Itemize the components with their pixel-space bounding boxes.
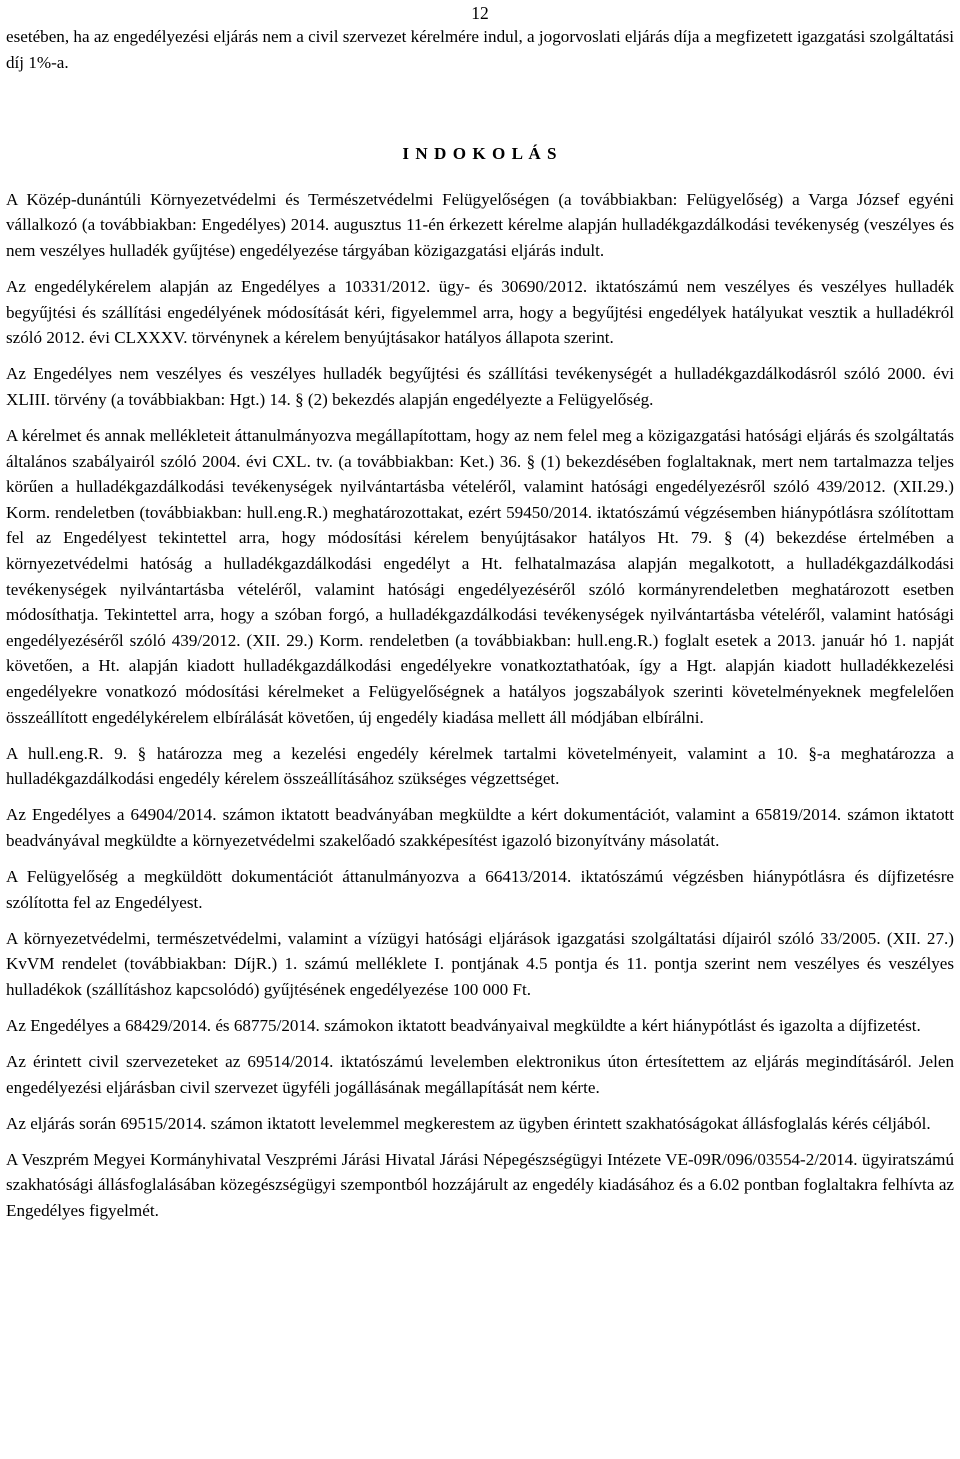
paragraph-nepegeszsegugy: A Veszprém Megyei Kormányhivatal Veszprémi Járási Hivatal Járási Népegészségügyi Intézete VE-09R/096/03554-2/2014. ügyiratszámú szakhatósági állásfoglalásában közegészségügyi szempontból hozzájárult az engedély kiadásához és a 6.02 pontban foglaltakra felhívta az Engedélyes figyelmét.	[6, 1149, 954, 1221]
paragraph-engedelykerelem: Az engedélykérelem alapján az Engedélyes a 10331/2012. ügy- és 30690/2012. iktatószámú nem veszélyes és veszélyes hulladék begyűjtési és szállítási engedélyének módosítását kéri, figyelemmel arra, hogy a begyűjtési engedélyek hatályukat vesztik a hulladékról szóló 2012. évi CLXXXV. törvénynek a kérelem benyújtásakor hatályos állapota szerint.	[6, 277, 954, 348]
paragraph-dijfizetes: Az Engedélyes a 68429/2014. és 68775/2014. számokon iktatott beadványaival megküldte a kért hiánypótlást és igazolta a díjfizetést.	[6, 1016, 921, 1035]
paragraph-intro: A Közép-dunántúli Környezetvédelmi és Természetvédelmi Felügyelőségen (a továbbiakban: Felügyelőség) a Varga József egyéni vállalkozó (a továbbiakban: Engedélyes) 2014. augusztus 11-én érkezett kérelme alapján hulladékgazdálkodási tevékenység (veszélyes és nem veszélyes hulladék gyűjtése) engedélyezése tárgyában közigazgatási eljárás indult.	[6, 189, 954, 260]
paragraph-fee-note: esetében, ha az engedélyezési eljárás nem a civil szervezet kérelmére indul, a jogorvoslati eljárás díja a megfizetett igazgatási szolgáltatási díj 1%-a.	[6, 27, 954, 72]
paragraph-hull-eng-r: A hull.eng.R. 9. § határozza meg a kezelési engedély kérelmek tartalmi követelményeit, valamint a 10. §-a meghatározza a hulladékgazdálkodási engedély kérelem összeállításához szükséges végzettséget.	[6, 743, 954, 789]
paragraph-dokumentacio: Az Engedélyes a 64904/2014. számon iktatott beadványában megküldte a kért dokumentációt, valamint a 65819/2014. számon iktatott beadványával megküldte a környezetvédelmi szakelőadó szakképesítést igazoló bizonyítvány másolatát.	[6, 805, 954, 850]
section-heading-indoklas: I N D O K O L Á S	[402, 144, 558, 164]
paragraph-civil-szervezetek: Az érintett civil szervezeteket az 69514/2014. iktatószámú levelemben elektronikus úton értesítettem az eljárás megindításáról. Jelen engedélyezési eljárásban civil szervezet ügyféli jogállásának megállapítását nem kérte.	[6, 1052, 954, 1097]
paragraph-hgt: Az Engedélyes nem veszélyes és veszélyes hulladék begyűjtési és szállítási tevékenységét a hulladékgazdálkodásról szóló 2000. évi XLIII. törvény (a továbbiakban: Hgt.) 14. § (2) bekezdés alapján engedélyezte a Felügyelőség.	[6, 364, 954, 409]
paragraph-vegzes: A Felügyelőség a megküldött dokumentációt áttanulmányozva a 66413/2014. iktatószámú végzésben hiánypótlásra és díjfizetésre szólította fel az Engedélyest.	[6, 867, 954, 912]
page-number: 12	[471, 3, 489, 23]
paragraph-szakhatosagok: Az eljárás során 69515/2014. számon iktatott levelemmel megkerestem az ügyben érintett szakhatóságokat állásfoglalás kérés céljából.	[6, 1113, 931, 1133]
paragraph-dijr: A környezetvédelmi, természetvédelmi, valamint a vízügyi hatósági eljárások igazgatási szolgáltatási díjairól szóló 33/2005. (XII. 27.) KvVM rendelet (továbbiakban: DíjR.) 1. számú melléklete I. pontjának 4.5 pontja és 11. pontja szerint nem veszélyes és veszélyes hulladékok (szállításhoz kapcsolódó) gyűjtésének engedélyezése 100 000 Ft.	[6, 928, 954, 999]
paragraph-ket-hianypotlas: A kérelmet és annak mellékleteit áttanulmányozva megállapítottam, hogy az nem felel meg a közigazgatási hatósági eljárás és szolgáltatás általános szabályairól szóló 2004. évi CXL. tv. (a továbbiakban: Ket.) 36. § (1) bekezdésében foglaltaknak, mert nem tartalmazza teljes körűen a hulladékgazdálkodási tevékenységek nyilvántartásba vételéről, valamint hatósági engedélyezésről szóló 439/2012. (XII.29.) Korm. rendeletben (továbbiakban: hull.eng.R.) meghatározottakat, ezért 59450/2014. iktatószámú végzésemben hiánypótlásra szólítottam fel az Engedélyest tekintettel arra, hogy módosítási kérelem benyújtásakor hatályos Ht. 79. § (4) bekezdése értelmében a környezetvédelmi hatóság a hulladékgazdálkodási engedélyt a Ht. felhatalmazása alapján megalkotott, a hulladékgazdálkodási tevékenységek nyilvántartásba vételéről, valamint hatósági engedélyezéséről szóló kormányrendeletben meghatározott esetben módosíthatja. Tekintettel arra, hogy a szóban forgó, a hulladékgazdálkodási tevékenységek nyilvántartásba vételéről, valamint hatósági engedélyezéséről szóló 439/2012. (XII. 29.) Korm. rendeletben (a továbbiakban: hull.eng.R.) foglalt esetek a 2013. január hó 1. napját követően, a Ht. alapján kiadott hulladékgazdálkodási engedélyekre vonatkoztathatóak, így a Hgt. alapján kiadott hulladékkezelési engedélyekre vonatkozó módosítási kérelmeket a Felügyelőségnek a hatályos jogszabályok szerinti követelményeknek megfelelően összeállított engedélykérelem elbírálását követően, új engedély kiadása mellett áll módjában elbírálni.	[6, 426, 954, 727]
